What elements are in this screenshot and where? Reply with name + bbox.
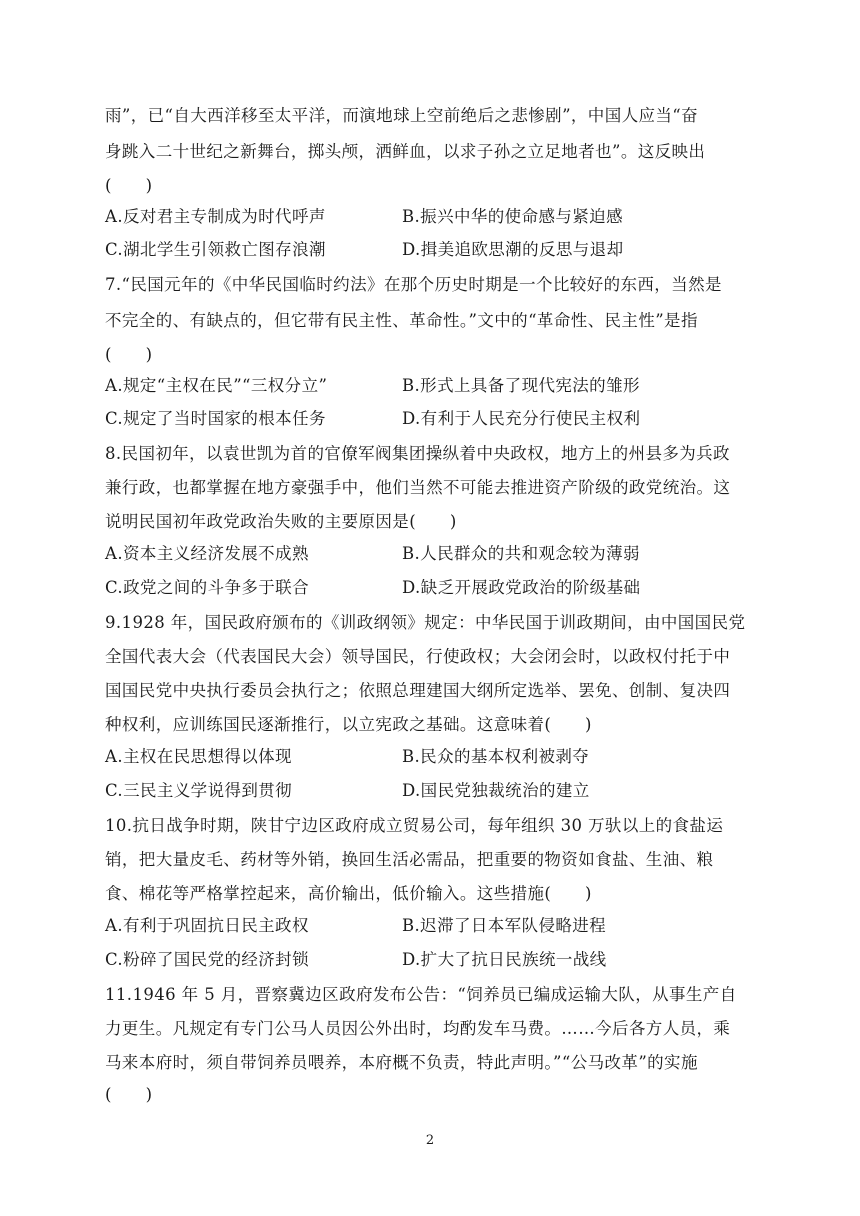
q7-option-a: A.规定“主权在民”“三权分立” xyxy=(105,376,328,395)
q6-option-a: A.反对君主专制成为时代呼声 xyxy=(105,207,326,226)
q8-stem-line-1: 8.民国初年，以袁世凯为首的官僚军阀集团操纵着中央政权，地方上的州县多为兵政 xyxy=(105,444,730,463)
q9-option-a: A.主权在民思想得以体现 xyxy=(105,747,292,766)
q6-stem-line-1: 雨”，已“自大西洋移至太平洋，而演地球上空前绝后之悲惨剧”，中国人应当“奋 xyxy=(105,106,699,125)
q8-option-d: D.缺乏开展政党政治的阶级基础 xyxy=(402,578,641,597)
q10-option-a: A.有利于巩固抗日民主政权 xyxy=(105,916,309,935)
q9-stem-line-1: 9.1928 年，国民政府颁布的《训政纲领》规定：中华民国于训政期间，由中国国民党 xyxy=(105,613,746,632)
q10-stem-line-1: 10.抗日战争时期，陕甘宁边区政府成立贸易公司，每年组织 30 万驮以上的食盐运 xyxy=(105,816,724,835)
q6-option-c: C.湖北学生引领救亡图存浪潮 xyxy=(105,240,326,259)
q11-stem-line-1: 11.1946 年 5 月，晋察冀边区政府发布公告：“饲养员已编成运输大队，从事生产自 xyxy=(105,985,737,1004)
q7-option-b: B.形式上具备了现代宪法的雏形 xyxy=(402,376,640,395)
q10-option-c: C.粉碎了国民党的经济封锁 xyxy=(105,950,309,969)
q9-option-c: C.三民主义学说得到贯彻 xyxy=(105,781,293,800)
q8-option-c: C.政党之间的斗争多于联合 xyxy=(105,578,309,597)
q10-stem-line-2: 销，把大量皮毛、药材等外销，换回生活必需品，把重要的物资如食盐、生油、粮 xyxy=(105,850,714,869)
q6-option-d: D.揖美追欧思潮的反思与退却 xyxy=(402,240,624,259)
q9-stem-line-2: 全国代表大会（代表国民大会）领导国民，行使政权；大会闭会时，以政权付托于中 xyxy=(105,647,731,666)
q9-stem-line-4: 种权利，应训练国民逐渐推行，以立宪政之基础。这意味着( ) xyxy=(105,715,592,734)
q11-stem-line-2: 力更生。凡规定有专门公马人员因公外出时，均酌发车马费。……今后各方人员，乘 xyxy=(105,1019,731,1038)
q7-stem-line-2: 不完全的、有缺点的，但它带有民主性、革命性。”文中的“革命性、民主性”是指 xyxy=(105,311,698,330)
q7-stem-line-1: 7.“民国元年的《中华民国临时约法》在那个历史时期是一个比较好的东西，当然是 xyxy=(105,275,722,294)
q6-option-b: B.振兴中华的使命感与紧迫感 xyxy=(402,207,623,226)
q8-stem-line-3: 说明民国初年政党政治失败的主要原因是( ) xyxy=(105,512,457,531)
q8-option-a: A.资本主义经济发展不成熟 xyxy=(105,544,309,563)
q9-option-d: D.国民党独裁统治的建立 xyxy=(402,781,590,800)
q10-option-d: D.扩大了抗日民族统一战线 xyxy=(402,950,607,969)
q6-stem-line-3: ( ) xyxy=(105,176,153,195)
q7-option-d: D.有利于人民充分行使民主权利 xyxy=(402,409,641,428)
q9-stem-line-3: 国国民党中央执行委员会执行之；依照总理建国大纲所定选举、罢免、创制、复决四 xyxy=(105,681,731,700)
q8-option-b: B.人民群众的共和观念较为薄弱 xyxy=(402,544,640,563)
page-number: 2 xyxy=(425,1133,435,1148)
q11-stem-line-3: 马来本府时，须自带饲养员喂养，本府概不负责，特此声明。”“公马改革”的实施 xyxy=(105,1053,698,1072)
q10-option-b: B.迟滞了日本军队侵略进程 xyxy=(402,916,607,935)
q11-stem-line-4: ( ) xyxy=(105,1085,153,1104)
q8-stem-line-2: 兼行政，也都掌握在地方豪强手中，他们当然不可能去推进资产阶级的政党统治。这 xyxy=(105,478,731,497)
q7-stem-line-3: ( ) xyxy=(105,345,153,364)
q6-stem-line-2: 身跳入二十世纪之新舞台，掷头颅，洒鲜血，以求子孙之立足地者也”。这反映出 xyxy=(105,142,706,161)
q7-option-c: C.规定了当时国家的根本任务 xyxy=(105,409,326,428)
q9-option-b: B.民众的基本权利被剥夺 xyxy=(402,747,590,766)
q10-stem-line-3: 食、棉花等严格掌控起来，高价输出，低价输入。这些措施( ) xyxy=(105,884,592,903)
